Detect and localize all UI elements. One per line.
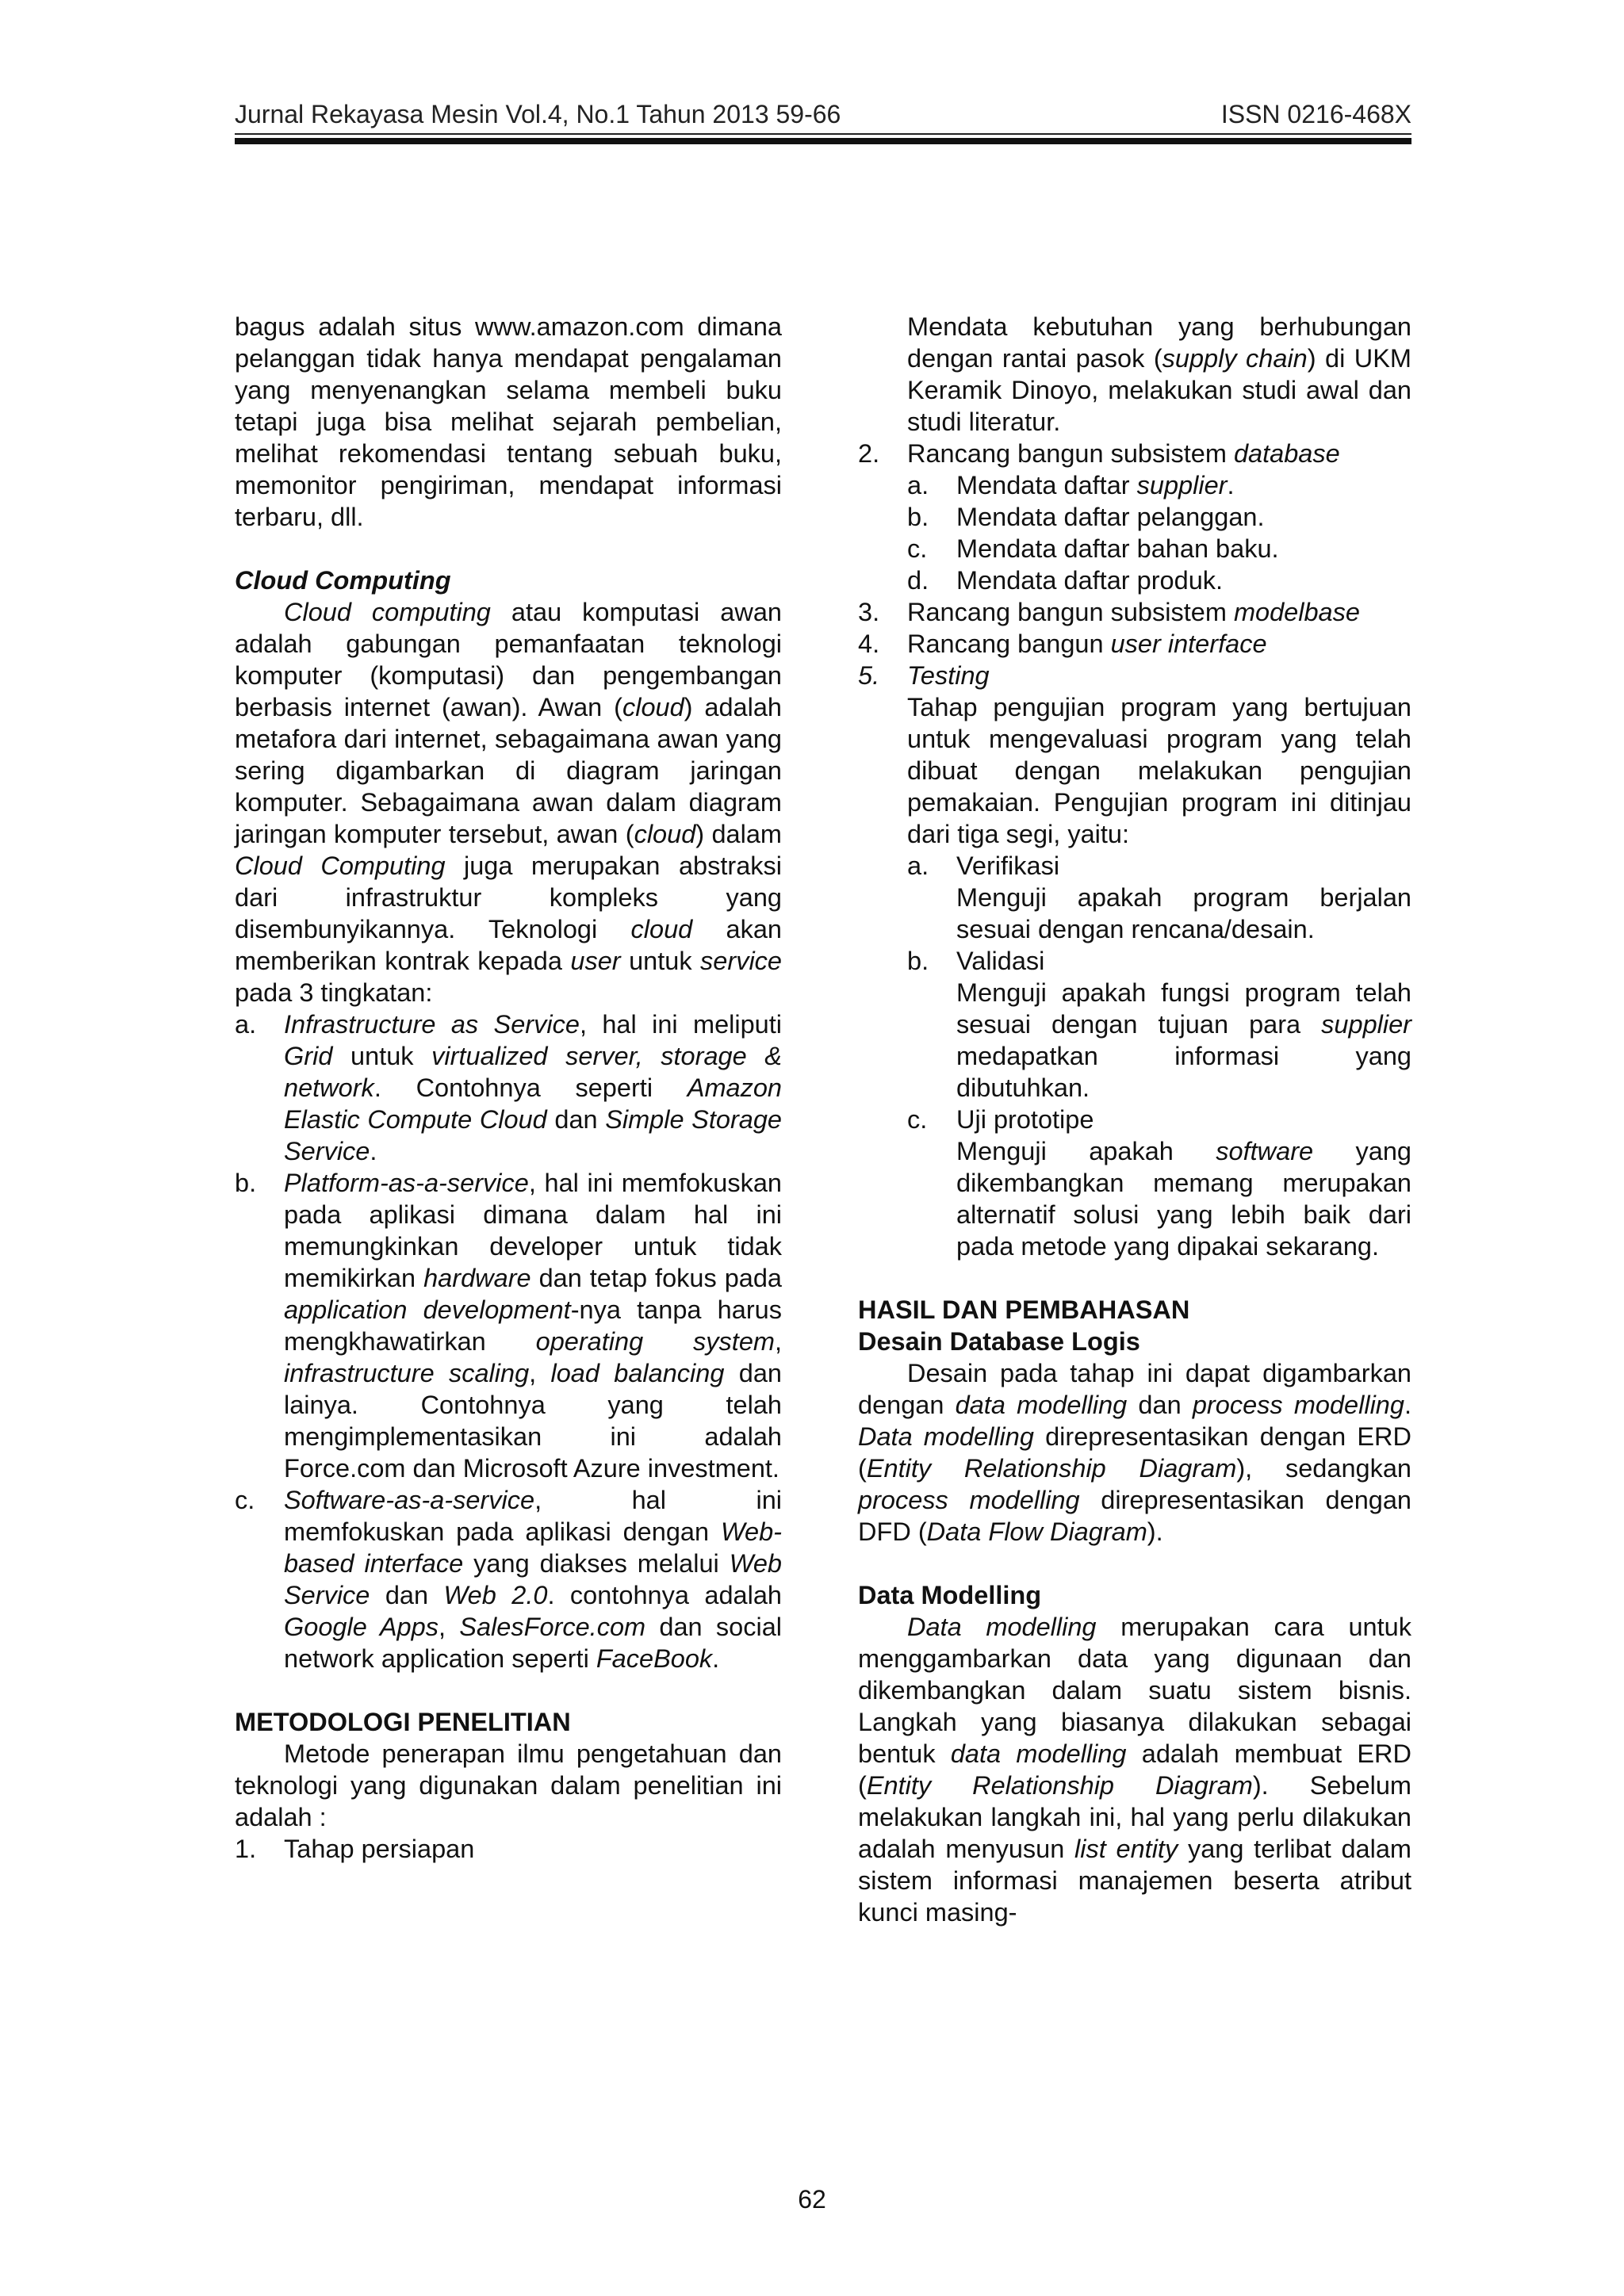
issn: ISSN 0216-468X	[1220, 100, 1411, 128]
left-column	[235, 311, 782, 1865]
intro-paragraph: bagus adalah situs www.amazon.com dimana pelanggan tidak hanya mendapat pengalaman yang menyenangkan selama membeli buku tetapi juga bisa melihat sejarah pembelian, melihat rekomendasi tentang sebuah buku, memonitor pengiriman, mendapat informasi terbaru, dll.	[235, 312, 782, 531]
list-item-saas: c. Software-as-a-service, hal ini memfokuskan pada aplikasi dengan Web-based interface yang diakses melalui Web Service dan Web 2.0. contohnya adalah Google Apps, SalesForce.com dan social network application seperti FaceBook.	[235, 1486, 783, 1673]
metodologi-heading: METODOLOGI PENELITIAN	[235, 1708, 571, 1736]
test-prototipe: c. Uji prototipe	[907, 1105, 1094, 1134]
list-item-paas: b. Platform-as-a-service, hal ini memfokuskan pada aplikasi dimana dalam hal ini memungkinkan developer untuk tidak memikirkan hardware dan tetap fokus pada application development-nya tanpa harus mengkhawatirkan operating system, infrastructure scaling, load balancing dan lainya. Contohnya yang telah mengimplementasikan ini adalah Force.com dan Microsoft Azure investment.	[235, 1169, 783, 1483]
right-column	[858, 311, 1411, 1928]
test-verifikasi-body: Menguji apakah program berjalan sesuai dengan rencana/desain.	[956, 883, 1411, 943]
page-number: 62	[798, 2185, 826, 2214]
desain-paragraph: Desain pada tahap ini dapat digambarkan dengan data modelling dan process modelling. Data modelling direpresentasikan dengan ERD (Entity Relationship Diagram), sedangkan process modelling direpresentasikan dengan DFD (Data Flow Diagram).	[858, 1359, 1411, 1546]
step-3: 3. Rancang bangun subsistem modelbase	[858, 598, 1360, 626]
step-5: 5. Testing	[858, 661, 990, 690]
list-item-iaas: a. Infrastructure as Service, hal ini meliputi Grid untuk virtualized server, storage & network. Contohnya seperti Amazon Elastic Compute Cloud dan Simple Storage Service.	[235, 1010, 782, 1165]
step-2-sub-d: d. Mendata daftar produk.	[907, 566, 1224, 595]
step-1: 1. Tahap persiapan	[235, 1835, 475, 1863]
step-1-body: Mendata kebutuhan yang berhubungan dengan rantai pasok (supply chain) di UKM Keramik Dinoyo, melakukan studi awal dan studi literatur.	[907, 312, 1411, 436]
step-2-sub-c: c. Mendata daftar bahan baku.	[907, 534, 1279, 563]
test-validasi-body: Menguji apakah fungsi program telah sesuai dengan tujuan para supplier medapatkan informasi yang dibutuhkan.	[956, 978, 1411, 1102]
desain-database-heading: Desain Database Logis	[858, 1327, 1140, 1356]
header-rule-thick	[235, 138, 1411, 144]
data-modelling-heading: Data Modelling	[858, 1581, 1042, 1609]
test-verifikasi: a. Verifikasi	[907, 851, 1060, 880]
step-4: 4. Rancang bangun user interface	[858, 629, 1267, 658]
running-header	[235, 98, 1411, 130]
test-prototipe-body: Menguji apakah software yang dikembangkan memang merupakan alternatif solusi yang lebih baik dari pada metode yang dipakai sekarang.	[956, 1137, 1411, 1261]
journal-citation: Jurnal Rekayasa Mesin Vol.4, No.1 Tahun 2013 59-66	[235, 100, 841, 128]
cloud-computing-paragraph: Cloud computing atau komputasi awan adalah gabungan pemanfaatan teknologi komputer (komputasi) dan pengembangan berbasis internet (awan). Awan (cloud) adalah metafora dari internet, sebagaimana awan yang sering digambarkan di diagram jaringan komputer. Sebagaimana awan dalam diagram jaringan komputer tersebut, awan (cloud) dalam Cloud Computing juga merupakan abstraksi dari infrastruktur kompleks yang disembunyikannya. Teknologi cloud akan memberikan kontrak kepada user untuk service pada 3 tingkatan:	[235, 598, 782, 1007]
data-modelling-paragraph: Data modelling merupakan cara untuk menggambarkan data yang digunaan dan dikembangkan dalam suatu sistem bisnis. Langkah yang biasanya dilakukan sebagai bentuk data modelling adalah membuat ERD (Entity Relationship Diagram). Sebelum melakukan langkah ini, hal yang perlu dilakukan adalah menyusun list entity yang terlibat dalam sistem informasi manajemen beserta atribut kunci masing-	[858, 1613, 1411, 1927]
test-validasi: b. Validasi	[907, 947, 1045, 975]
hasil-heading: HASIL DAN PEMBAHASAN	[858, 1295, 1190, 1324]
cloud-computing-heading: Cloud Computing	[235, 566, 451, 595]
metodologi-paragraph: Metode penerapan ilmu pengetahuan dan teknologi yang digunakan dalam penelitian ini adalah :	[235, 1739, 782, 1831]
step-2: 2. Rancang bangun subsistem database	[858, 439, 1340, 468]
step-2-sub-a: a. Mendata daftar supplier.	[907, 471, 1235, 499]
step-2-sub-b: b. Mendata daftar pelanggan.	[907, 503, 1265, 531]
step-5-body: Tahap pengujian program yang bertujuan untuk mengevaluasi program yang telah dibuat dengan melakukan pengujian pemakaian. Pengujian program ini ditinjau dari tiga segi, yaitu:	[907, 693, 1411, 848]
header-rule-thin	[235, 133, 1411, 135]
